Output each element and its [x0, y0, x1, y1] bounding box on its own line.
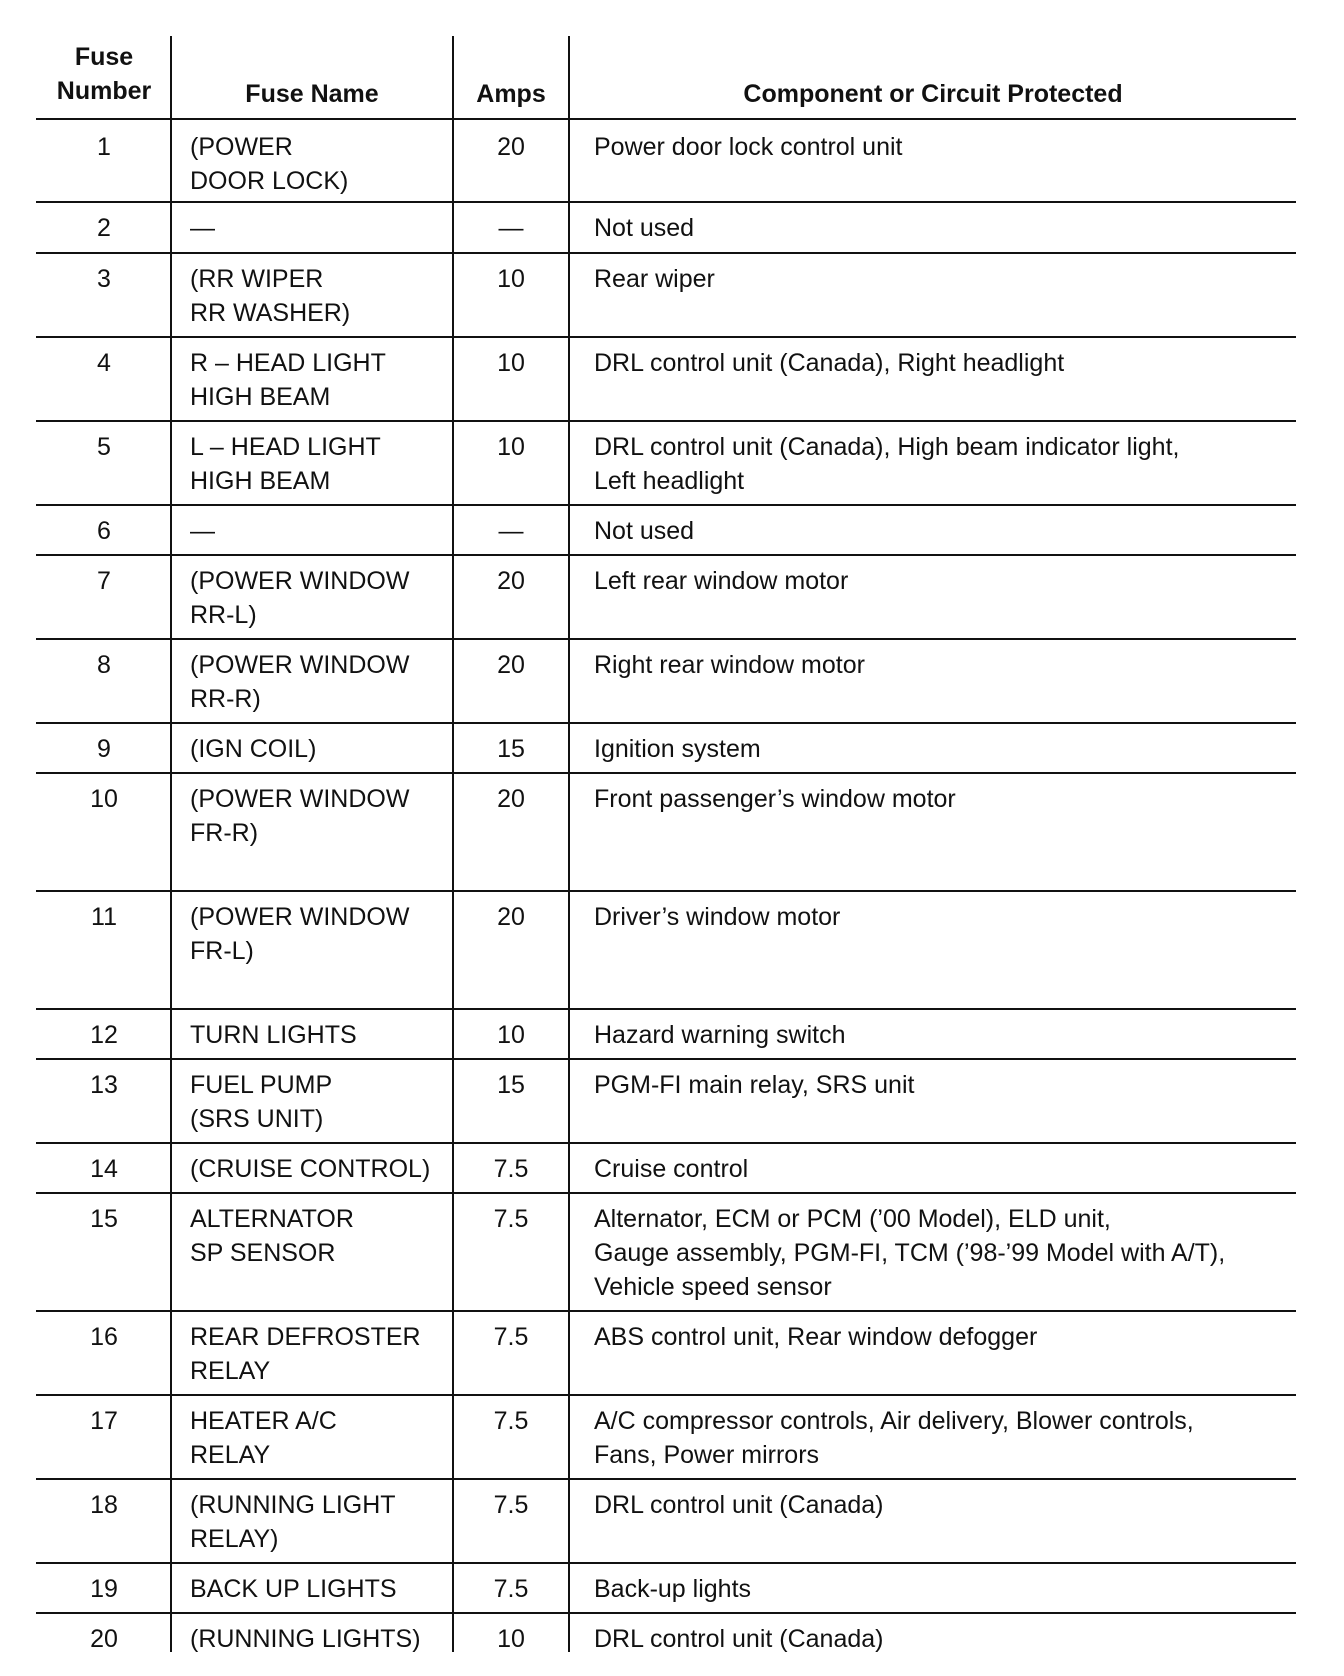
amps-cell: 10 — [497, 1021, 525, 1049]
fuse-number-cell: 12 — [90, 1021, 118, 1049]
header-rule — [36, 118, 1296, 120]
header-amps: Amps — [476, 80, 546, 108]
row-rule — [36, 722, 1296, 724]
component-cell: Back-up lights — [594, 1575, 752, 1603]
amps-cell: 7.5 — [493, 1205, 529, 1233]
component-cell: Right rear window motor — [594, 651, 865, 679]
row-rule — [36, 1478, 1296, 1480]
row-rule — [36, 336, 1296, 338]
fuse-name-cell: ALTERNATOR SP SENSOR — [190, 1205, 354, 1267]
fuse-name-cell: REAR DEFROSTER RELAY — [190, 1323, 421, 1385]
row-rule — [36, 1612, 1296, 1614]
row-rule — [36, 1142, 1296, 1144]
amps-cell: 10 — [497, 433, 525, 461]
fuse-number-cell: 18 — [90, 1491, 118, 1519]
row-rule — [36, 201, 1296, 203]
component-cell: PGM-FI main relay, SRS unit — [594, 1071, 915, 1099]
amps-cell: 7.5 — [493, 1323, 529, 1351]
fuse-name-cell: (CRUISE CONTROL) — [190, 1155, 431, 1183]
row-rule — [36, 1058, 1296, 1060]
fuse-name-cell: R – HEAD LIGHT HIGH BEAM — [190, 349, 386, 411]
amps-cell: 20 — [497, 651, 525, 679]
fuse-number-cell: 10 — [90, 785, 118, 813]
fuse-name-cell: (POWER WINDOW RR-L) — [190, 567, 410, 629]
amps-cell: 10 — [497, 1625, 525, 1653]
fuse-number-cell: 8 — [97, 651, 111, 679]
row-rule — [36, 1394, 1296, 1396]
component-cell: Not used — [594, 517, 695, 545]
header-component: Component or Circuit Protected — [743, 80, 1123, 108]
component-cell: Driver’s window motor — [594, 903, 841, 931]
fuse-number-cell: 14 — [90, 1155, 118, 1183]
fuse-name-cell: (POWER WINDOW RR-R) — [190, 651, 410, 713]
fuse-number-cell: 1 — [97, 133, 111, 161]
fuse-number-cell: 6 — [97, 517, 111, 545]
fuse-name-cell: BACK UP LIGHTS — [190, 1575, 397, 1603]
fuse-name-cell: L – HEAD LIGHT HIGH BEAM — [190, 433, 381, 495]
row-rule — [36, 772, 1296, 774]
row-rule — [36, 504, 1296, 506]
amps-cell: 20 — [497, 133, 525, 161]
row-rule — [36, 638, 1296, 640]
fuse-number-cell: 19 — [90, 1575, 118, 1603]
amps-cell: 20 — [497, 785, 525, 813]
amps-cell: 15 — [497, 1071, 525, 1099]
fuse-number-cell: 7 — [97, 567, 111, 595]
amps-cell: 7.5 — [493, 1155, 529, 1183]
row-rule — [36, 1008, 1296, 1010]
fuse-number-cell: 16 — [90, 1323, 118, 1351]
amps-cell: 10 — [497, 265, 525, 293]
fuse-name-cell: (IGN COIL) — [190, 735, 317, 763]
row-rule — [36, 890, 1296, 892]
amps-cell: 15 — [497, 735, 525, 763]
component-cell: DRL control unit (Canada) — [594, 1625, 884, 1653]
row-rule — [36, 1192, 1296, 1194]
row-rule — [36, 420, 1296, 422]
component-cell: Hazard warning switch — [594, 1021, 846, 1049]
row-rule — [36, 252, 1296, 254]
row-rule — [36, 1310, 1296, 1312]
fuse-number-cell: 5 — [97, 433, 111, 461]
amps-cell: 7.5 — [493, 1407, 529, 1435]
component-cell: Not used — [594, 214, 695, 242]
component-cell: DRL control unit (Canada) — [594, 1491, 884, 1519]
fuse-name-cell: (RUNNING LIGHT RELAY) — [190, 1491, 396, 1553]
fuse-number-cell: 3 — [97, 265, 111, 293]
fuse-name-cell: TURN LIGHTS — [190, 1021, 357, 1049]
fuse-number-cell: 17 — [90, 1407, 118, 1435]
fuse-name-cell: — — [190, 214, 215, 242]
fuse-number-cell: 15 — [90, 1205, 118, 1233]
amps-cell: 20 — [497, 903, 525, 931]
fuse-name-cell: (RUNNING LIGHTS) — [190, 1625, 421, 1653]
header-fuse-number: Fuse Number — [56, 43, 152, 105]
component-cell: Front passenger’s window motor — [594, 785, 956, 813]
column-divider — [568, 36, 570, 1652]
row-rule — [36, 554, 1296, 556]
fuse-name-cell: (POWER WINDOW FR-L) — [190, 903, 410, 965]
amps-cell: — — [498, 214, 524, 242]
fuse-number-cell: 9 — [97, 735, 111, 763]
amps-cell: 7.5 — [493, 1491, 529, 1519]
component-cell: Cruise control — [594, 1155, 749, 1183]
fuse-number-cell: 13 — [90, 1071, 118, 1099]
fuse-name-cell: HEATER A/C RELAY — [190, 1407, 337, 1469]
fuse-name-cell: FUEL PUMP (SRS UNIT) — [190, 1071, 333, 1133]
component-cell: Ignition system — [594, 735, 761, 763]
amps-cell: 10 — [497, 349, 525, 377]
amps-cell: 20 — [497, 567, 525, 595]
fuse-name-cell: — — [190, 517, 215, 545]
header-fuse-name: Fuse Name — [245, 80, 379, 108]
amps-cell: — — [498, 517, 524, 545]
component-cell: Rear wiper — [594, 265, 715, 293]
fuse-number-cell: 4 — [97, 349, 111, 377]
component-cell: A/C compressor controls, Air delivery, Blower controls, Fans, Power mirrors — [594, 1407, 1194, 1469]
fuse-name-cell: (POWER WINDOW FR-R) — [190, 785, 410, 847]
component-cell: ABS control unit, Rear window defogger — [594, 1323, 1038, 1351]
fuse-name-cell: (RR WIPER RR WASHER) — [190, 265, 351, 327]
fuse-number-cell: 11 — [91, 903, 117, 931]
fuse-name-cell: (POWER DOOR LOCK) — [190, 133, 349, 195]
component-cell: Power door lock control unit — [594, 133, 903, 161]
component-cell: DRL control unit (Canada), Right headlight — [594, 349, 1065, 377]
component-cell: Alternator, ECM or PCM (’00 Model), ELD unit, Gauge assembly, PGM-FI, TCM (’98-’99 Model with A/T), Vehicle speed sensor — [594, 1205, 1226, 1301]
fuse-number-cell: 20 — [90, 1625, 118, 1653]
amps-cell: 7.5 — [493, 1575, 529, 1603]
component-cell: Left rear window motor — [594, 567, 849, 595]
component-cell: DRL control unit (Canada), High beam indicator light, Left headlight — [594, 433, 1180, 495]
fuse-number-cell: 2 — [97, 214, 111, 242]
row-rule — [36, 1562, 1296, 1564]
